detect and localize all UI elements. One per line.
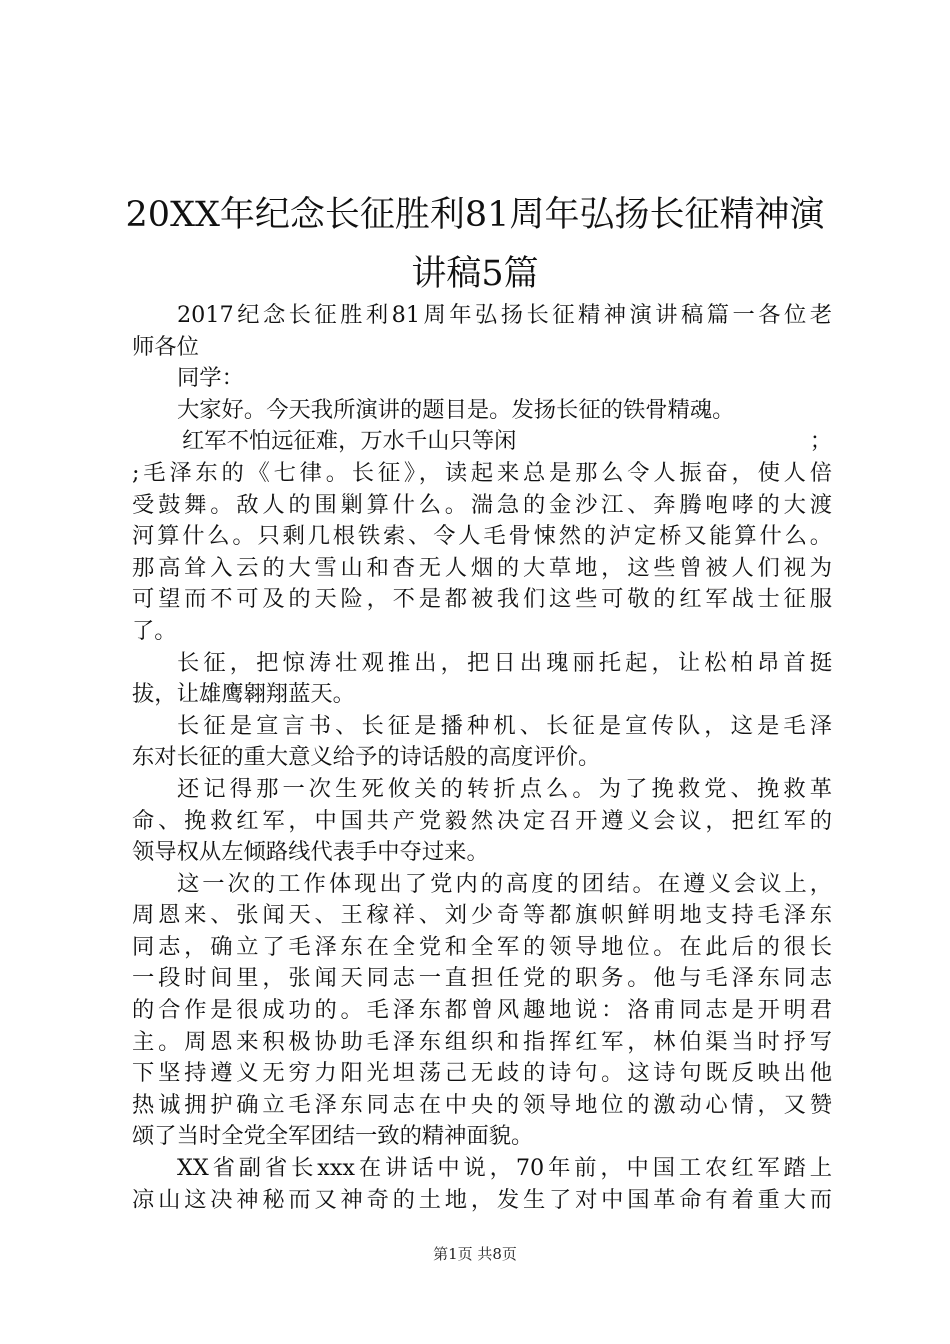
body-line: 还记得那一次生死攸关的转折点么。为了挽救党、挽救革 <box>177 775 832 802</box>
body-line: 那高耸入云的大雪山和杳无人烟的大草地，这些曾被人们视为 <box>132 554 832 581</box>
body-line: 东对长征的重大意义给予的诗话般的高度评价。 <box>132 744 601 771</box>
body-line: 主。周恩来积极协助毛泽东组织和指挥红军，林伯渠当时抒写 <box>132 1028 832 1055</box>
body-line: 这一次的工作体现出了党内的高度的团结。在遵义会议上， <box>177 870 832 897</box>
body-line: 可望而不可及的天险，不是都被我们这些可敬的红军战士征服 <box>132 586 832 613</box>
body-line: 的合作是很成功的。毛泽东都曾风趣地说：洛甫同志是开明君 <box>132 997 832 1024</box>
body-line: 同学： <box>177 365 244 392</box>
body-line: 周恩来、张闻天、王稼祥、刘少奇等都旗帜鲜明地支持毛泽东 <box>132 902 832 929</box>
body-line: 领导权从左倾路线代表手中夺过来。 <box>132 839 489 866</box>
verse-end-mark: ； <box>809 428 832 455</box>
body-line: 同志，确立了毛泽东在全党和全军的领导地位。在此后的很长 <box>132 933 832 960</box>
body-line: 命、挽救红军，中国共产党毅然决定召开遵义会议，把红军的 <box>132 807 832 834</box>
body-line: 颂了当时全党全军团结一致的精神面貌。 <box>132 1123 534 1150</box>
body-line: 长征是宣言书、长征是播种机、长征是宣传队，这是毛泽 <box>177 712 832 739</box>
body-line: 受鼓舞。敌人的围剿算什么。湍急的金沙江、奔腾咆哮的大渡 <box>132 491 832 518</box>
body-line: 拔，让雄鹰翱翔蓝天。 <box>132 681 355 708</box>
page-footer: 第1页 共8页 <box>433 1245 517 1263</box>
body-line: 长征，把惊涛壮观推出，把日出瑰丽托起，让松柏昂首挺 <box>177 649 832 676</box>
verse-text: 红军不怕远征难，万水千山只等闲 <box>182 428 517 455</box>
body-line: ;毛泽东的《七律。长征》，读起来总是那么令人振奋，使人倍 <box>132 459 832 486</box>
body-line: 2017纪念长征胜利81周年弘扬长征精神演讲稿篇一各位老 <box>177 302 832 328</box>
body-line: XX省副省长xxx在讲话中说，70年前，中国工农红军踏上 <box>177 1155 832 1182</box>
body-line: 大家好。今天我所演讲的题目是。发扬长征的铁骨精魂。 <box>177 396 735 423</box>
body-line: 下坚持遵义无穷力阳光坦荡己无歧的诗句。这诗句既反映出他 <box>132 1060 832 1087</box>
document-body <box>132 300 832 1216</box>
body-line-verse <box>132 426 832 458</box>
body-line: 凉山这决神秘而又神奇的土地，发生了对中国革命有着重大而 <box>132 1186 832 1213</box>
body-line: 了。 <box>132 617 177 644</box>
document-title-line-2: 讲稿5篇 <box>411 254 539 294</box>
body-line: 师各位 <box>132 333 199 360</box>
body-line: 热诚拥护确立毛泽东同志在中央的领导地位的激动心情，又赞 <box>132 1091 832 1118</box>
body-line: 一段时间里，张闻天同志一直担任党的职务。他与毛泽东同志 <box>132 965 832 992</box>
document-title-line-1: 20XX年纪念长征胜利81周年弘扬长征精神演 <box>125 195 825 235</box>
body-line: 河算什么。只剩几根铁索、令人毛骨悚然的泸定桥又能算什么。 <box>132 523 832 550</box>
